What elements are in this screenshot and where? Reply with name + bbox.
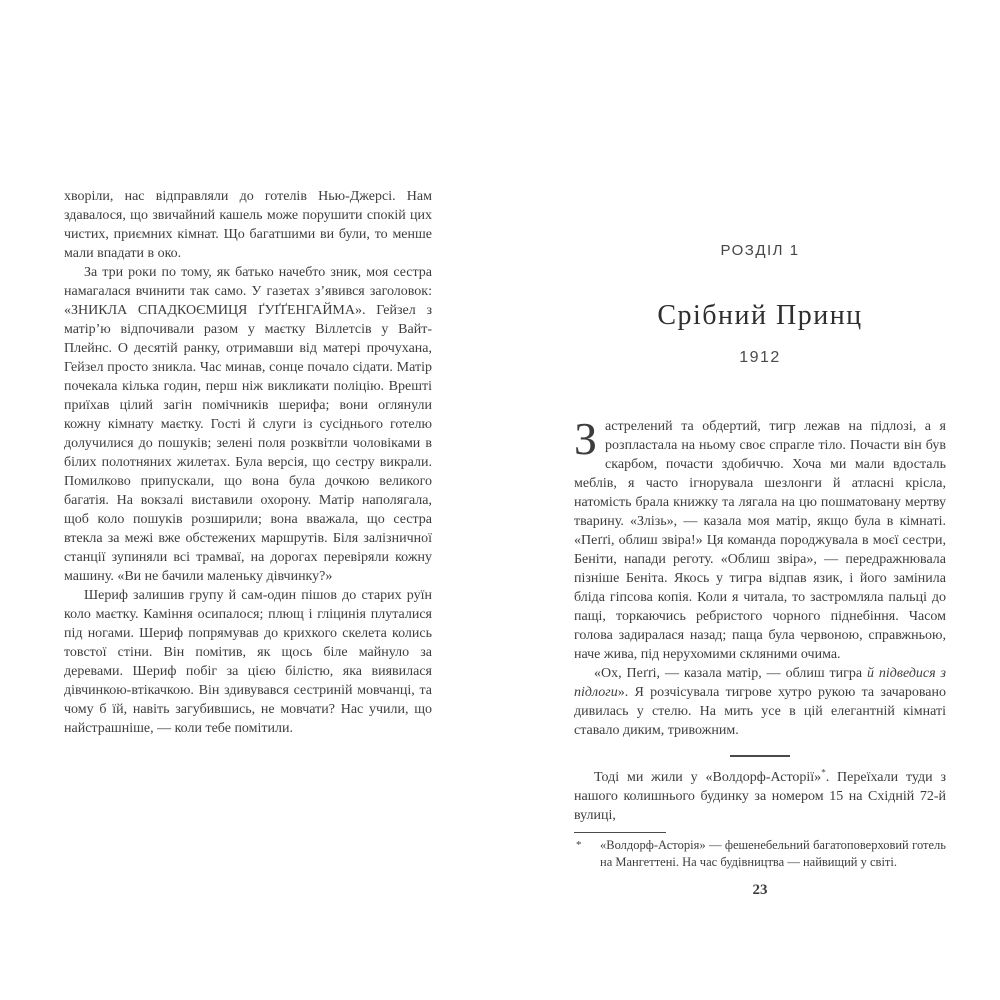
page-number: 23: [752, 882, 768, 898]
drop-cap: З: [574, 413, 598, 464]
body-paragraph: [574, 768, 946, 825]
body-paragraph: Шериф залишив групу й сам-один пішов до старих руїн коло маєтку. Каміння осипалося; плющ і гліцинія плуталися під ногами. Шериф попрямував до крихкого скелета колись товстої стіни. Він помітив, як щось біле майнуло за деревами. Шериф побіг за цією білістю, яка виявилася дівчинкою-втікачкою. Він здивувався сестриній мовчанці, та чому б їй, навіть загубившись, не мовчати? Нас учили, що найстрашніше, — коли тебе помітили.: [64, 588, 432, 736]
footnote-marker: *: [576, 839, 582, 851]
body-paragraph: [574, 413, 946, 664]
scene-break-divider: [730, 755, 790, 757]
body-paragraph: За три роки по тому, як батько начебто зник, моя сестра намагалася вчинити так само. У газетах з’явився заголовок: «ЗНИКЛА СПАДКОЄМИЦЯ ҐУҐҐЕНГАЙМА». Гейзел з матір’ю відпочивали разом у маєтку Віллетсів у Вайт-Плейнс. О десятій ранку, отримавши від матері прочухана, Гейзел просто зникла. Час минав, сонце почало сідати. Матір почекала кілька годин, перш ніж викликати поліцію. Врешті приїхав цілий загін помічників шерифа; вони оглянули кожну кімнату маєтку. Гості й слуги із сусіднього готелю долучилися до пошуків; зелені поля розквітли чоловіками в білих полотняних жилетах. Була версія, що сестру викрали. Помилково припускали, що вона була дочкою великого багатія. На вокзалі виставили охорону. Матір наполягала, щоб коло пошуків розширили; вона вважала, що сестра втекла за межі вже обстежених маршрутів. Біля залізничної станції зупиняли всі трамваї, на дорогах перевіряли кожну машину. «Ви не бачили маленьку дівчинку?»: [64, 265, 432, 584]
italic-phrase: й підведися з підлоги: [574, 666, 946, 700]
paragraph-text: . Переїхали туди з нашого колишнього будинку за номером 15 на Східній 72-й вулиці,: [574, 770, 946, 823]
footnote: [574, 837, 946, 870]
left-page: [64, 187, 432, 738]
body-paragraph: [574, 664, 946, 740]
chapter-year: 1912: [739, 349, 781, 366]
footnote-text: «Волдорф-Асторія» — фешенебельний багатоповерховий готель на Мангеттені. На час будівництва — найвищий у світі.: [600, 838, 946, 869]
footnote-reference: *: [821, 767, 826, 778]
chapter-title: Срібний Принц: [657, 300, 863, 331]
chapter-label: РОЗДІЛ 1: [720, 242, 800, 259]
footnote-rule: [574, 832, 666, 833]
body-paragraph: хворіли, нас відправляли до готелів Нью-Джерсі. Нам здавалося, що звичайний кашель може порушити спокій цих чистих, приємних кімнат. Що багатшими ви були, то менше мали впадати в око.: [64, 189, 432, 261]
paragraph-text: ». Я розчісувала тигрове хутро рукою та зачаровано дивилась у стелю. На мить усе в цій елегантній кімнаті ставало диким, тривожним.: [574, 685, 946, 738]
paragraph-text: Тоді ми жили у «Волдорф-Асторії»: [594, 770, 822, 785]
opening-text: астрелений та обдертий, тигр лежав на підлозі, а я розпластала на ньому своє спрагле тіло. Почасти він був скарбом, почасти здобиччю. Хоча ми мали вдосталь меблів, я часто ігнорувала шезлонги й атласні крісла, натомість брала книжку та лягала на цю пошматовану мертву тварину. «Злізь», — казала моя матір, якщо була в кімнаті. «Пеґґі, облиш звіра!» Ця команда породжувала в моєї сестри, Беніти, напади реготу. «Облиш звіра», — передражнювала пізніше Беніта. Якось у тигра відпав язик, і його замінила бліда гіпсова копія. Коли я читала, то застромляла пальці до пащі, торкаючись ребристого чорного піднебіння. Часом голова задиралася назад; паща була червоною, справжньою, наче жива, під нерухомими скляними очима.: [574, 419, 946, 662]
right-page: [574, 242, 946, 899]
paragraph-text: «Ох, Пеґґі, — казала матір, — облиш тигра: [594, 666, 867, 681]
